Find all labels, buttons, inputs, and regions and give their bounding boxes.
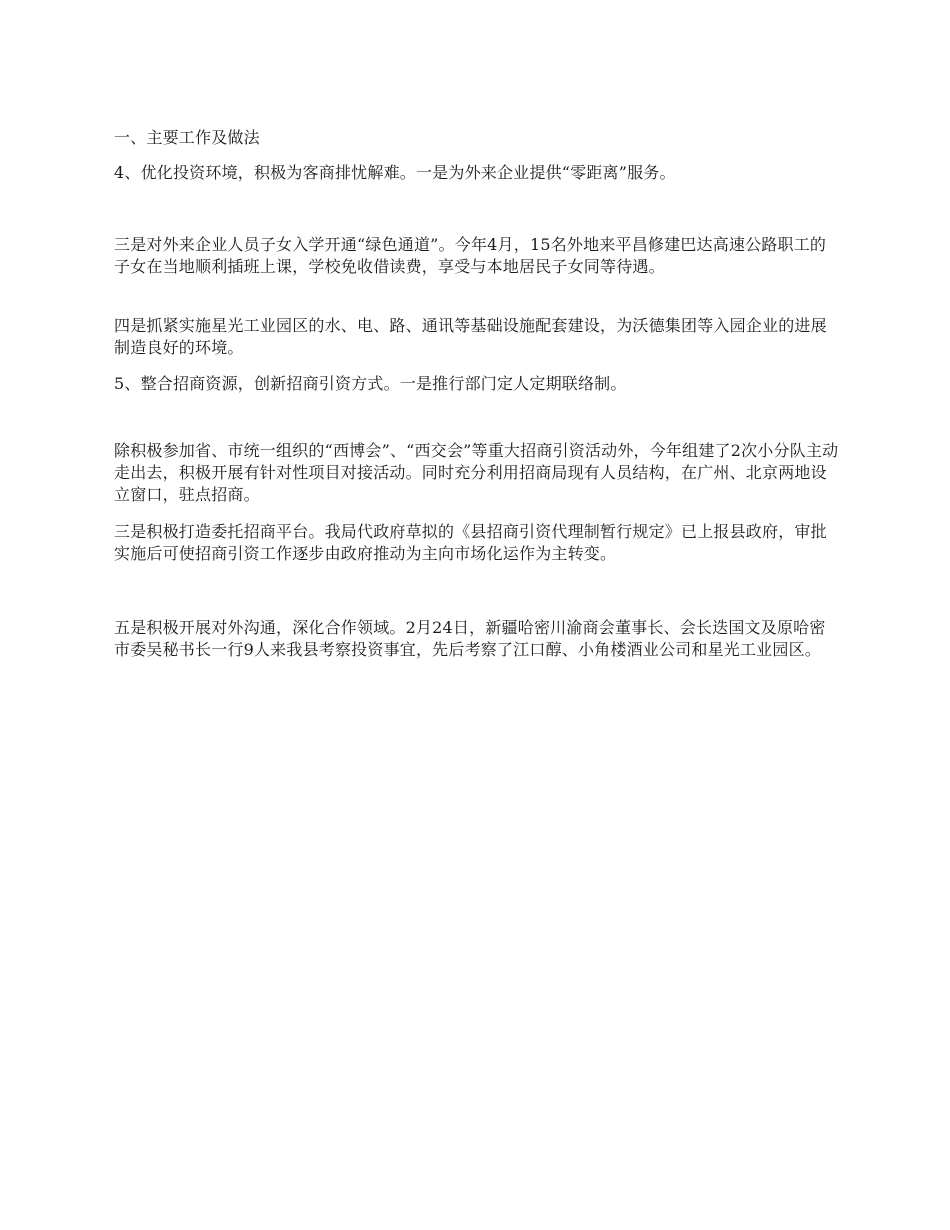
paragraph-green-channel: 三是对外来企业人员子女入学开通“绿色通道”。今年4月，15名外地来平昌修建巴达高速公路职工的子女在当地顺利插班上课，学校免收借读费，享受与本地居民子女同等待遇。 [114,235,827,276]
paragraph-investment-environment: 4、优化投资环境，积极为客商排忧解难。一是为外来企业提供“零距离”服务。 [114,163,676,182]
section-heading: 一、主要工作及做法 [114,128,260,147]
paragraph-integrate-resources: 5、整合招商资源，创新招商引资方式。一是推行部门定人定期联络制。 [114,374,627,393]
paragraph-external-communication: 五是积极开展对外沟通，深化合作领域。2月24日，新疆哈密川渝商会董事长、会长迭国文及原哈密市委吴秘书长一行9人来我县考察投资事宜，先后考察了江口醇、小角楼酒业公司和星光工业园区。 [114,618,826,659]
paragraph-investment-activities: 除积极参加省、市统一组织的“西博会”、“西交会”等重大招商引资活动外，今年组建了2次小分队主动走出去，积极开展有针对性项目对接活动。同时充分利用招商局现有人员结构，在广州、北京两地设立窗口，驻点招商。 [114,441,839,504]
paragraph-infrastructure: 四是抓紧实施星光工业园区的水、电、路、通讯等基础设施配套建设，为沃德集团等入园企业的进展制造良好的环境。 [114,316,827,357]
paragraph-entrusted-platform: 三是积极打造委托招商平台。我局代政府草拟的《县招商引资代理制暂行规定》已上报县政府，审批实施后可使招商引资工作逐步由政府推动为主向市场化运作为主转变。 [114,522,827,563]
